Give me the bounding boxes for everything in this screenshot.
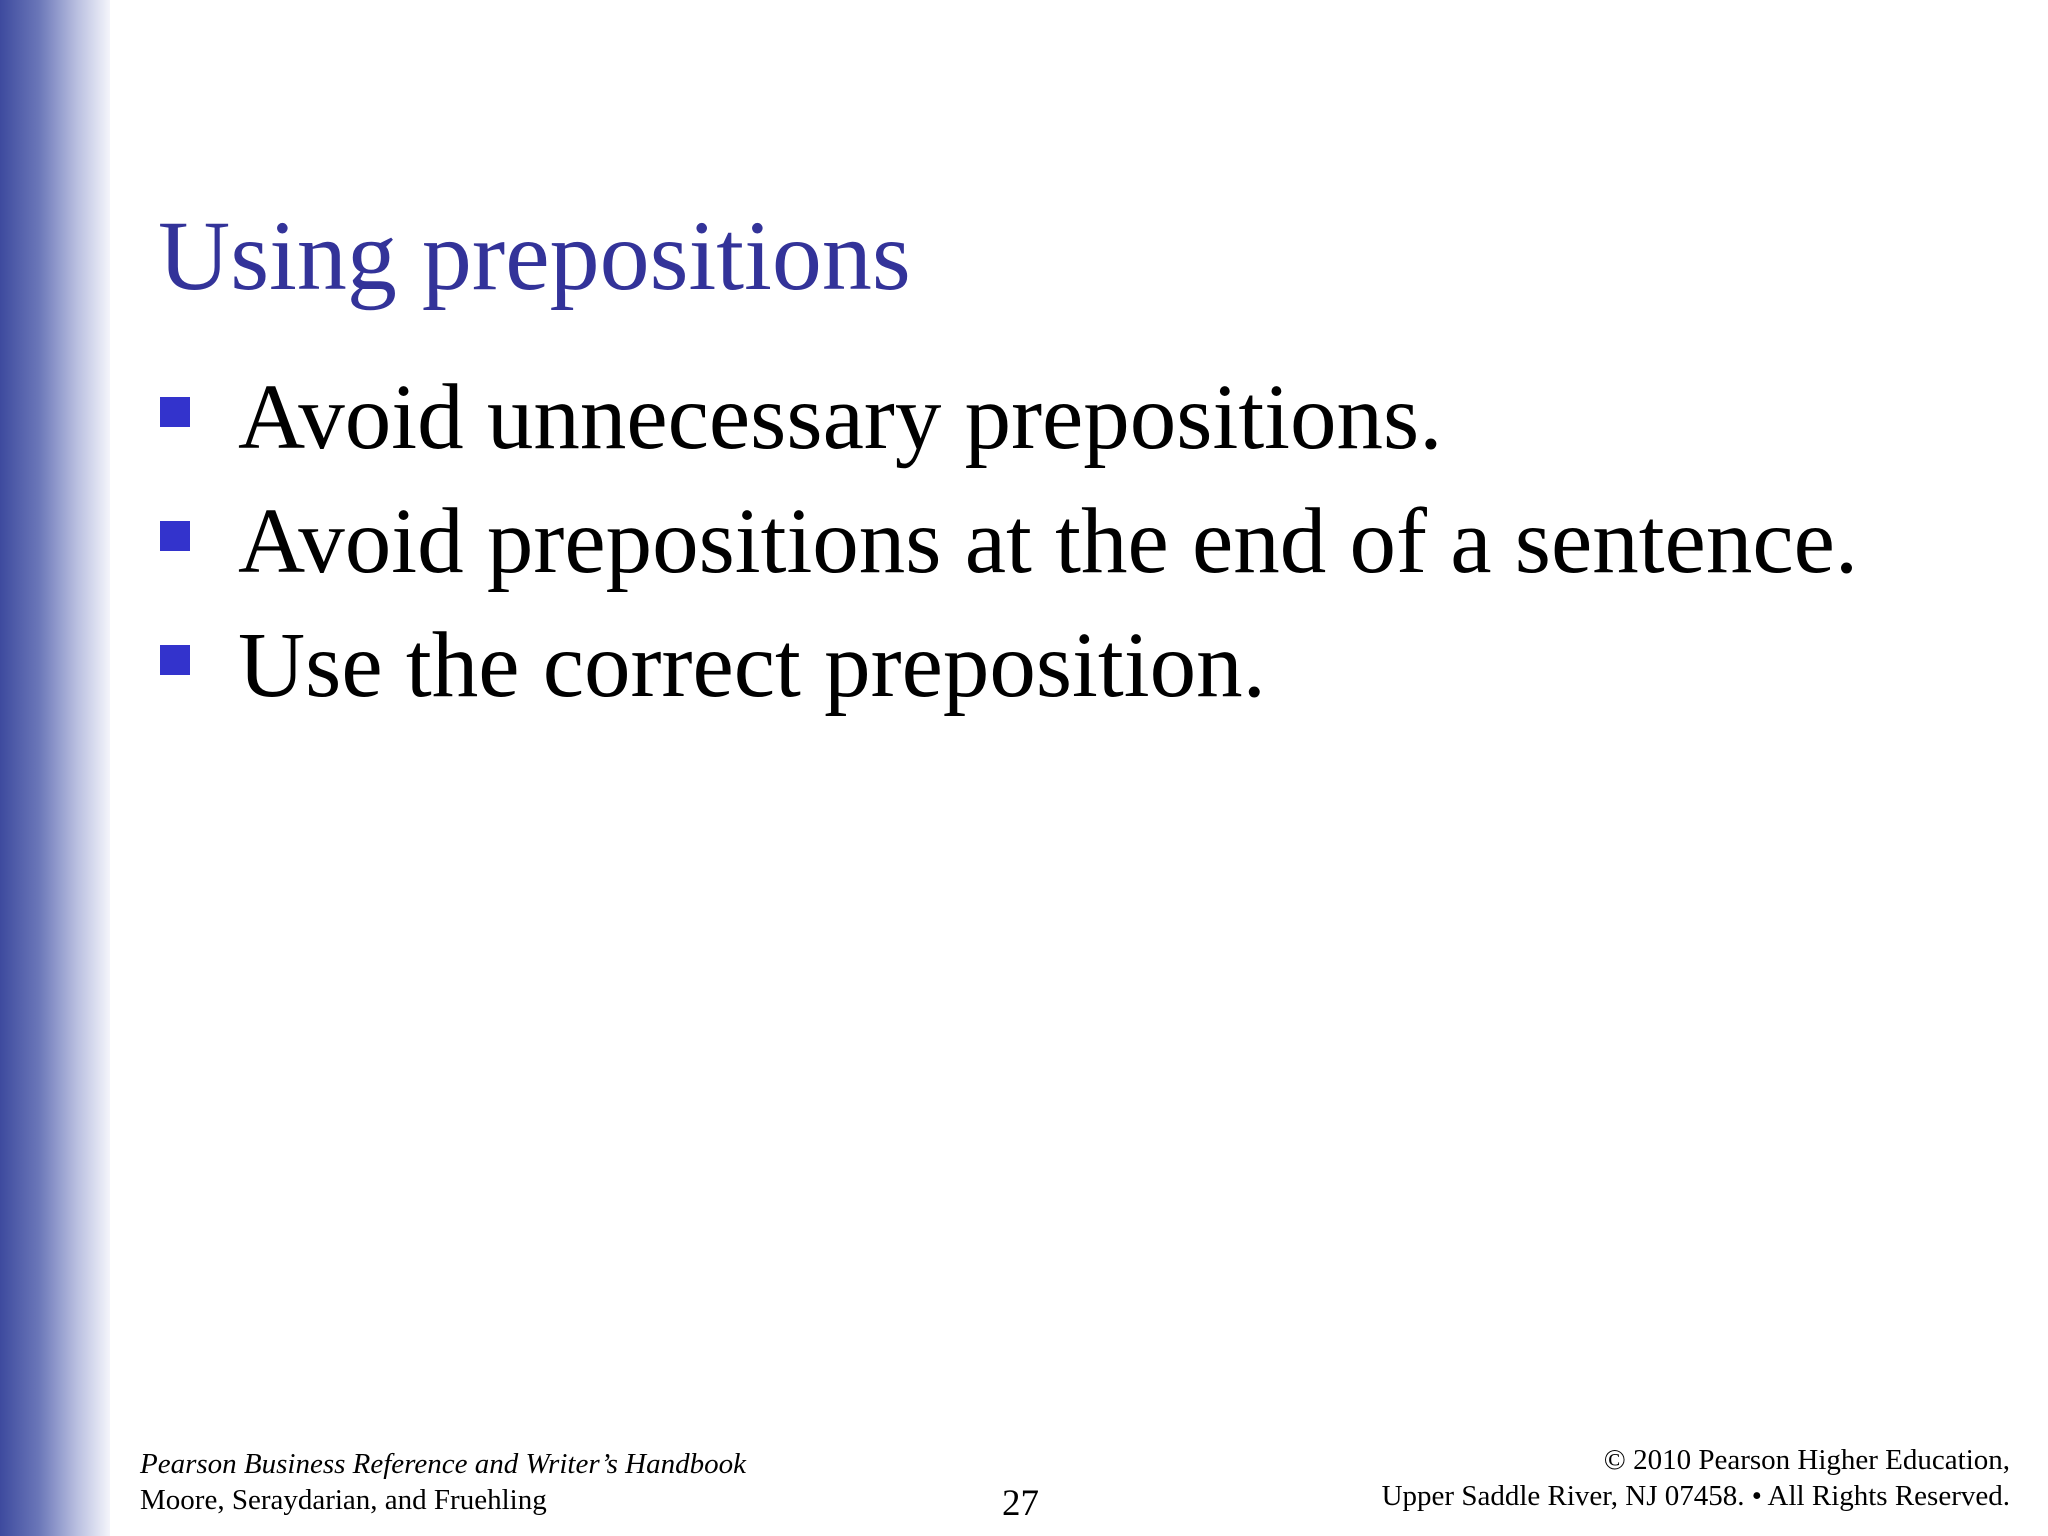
footer-copyright [1382,1442,2010,1514]
square-bullet-icon [160,397,190,427]
bullet-list [160,356,1858,728]
footer-book-title: Pearson Business Reference and Writer’s Handbook [140,1448,746,1480]
slide-title: Using prepositions [158,200,911,311]
page-number: 27 [1002,1483,1039,1524]
footer-authors: Moore, Seraydarian, and Fruehling [140,1484,547,1516]
square-bullet-icon [160,521,190,551]
copyright-line-1: © 2010 Pearson Higher Education, [1603,1444,2010,1476]
bullet-text: Use the correct preposition. [238,614,1266,717]
side-gradient-band [0,0,110,1536]
bullet-text: Avoid unnecessary prepositions. [238,366,1443,469]
bullet-item [160,604,1858,728]
copyright-line-2: Upper Saddle River, NJ 07458. • All Rights Reserved. [1381,1480,2010,1512]
bullet-item [160,480,1858,604]
bullet-text: Avoid prepositions at the end of a sentence. [238,490,1859,593]
square-bullet-icon [160,645,190,675]
bullet-item [160,356,1858,480]
footer-book-info [140,1446,746,1518]
